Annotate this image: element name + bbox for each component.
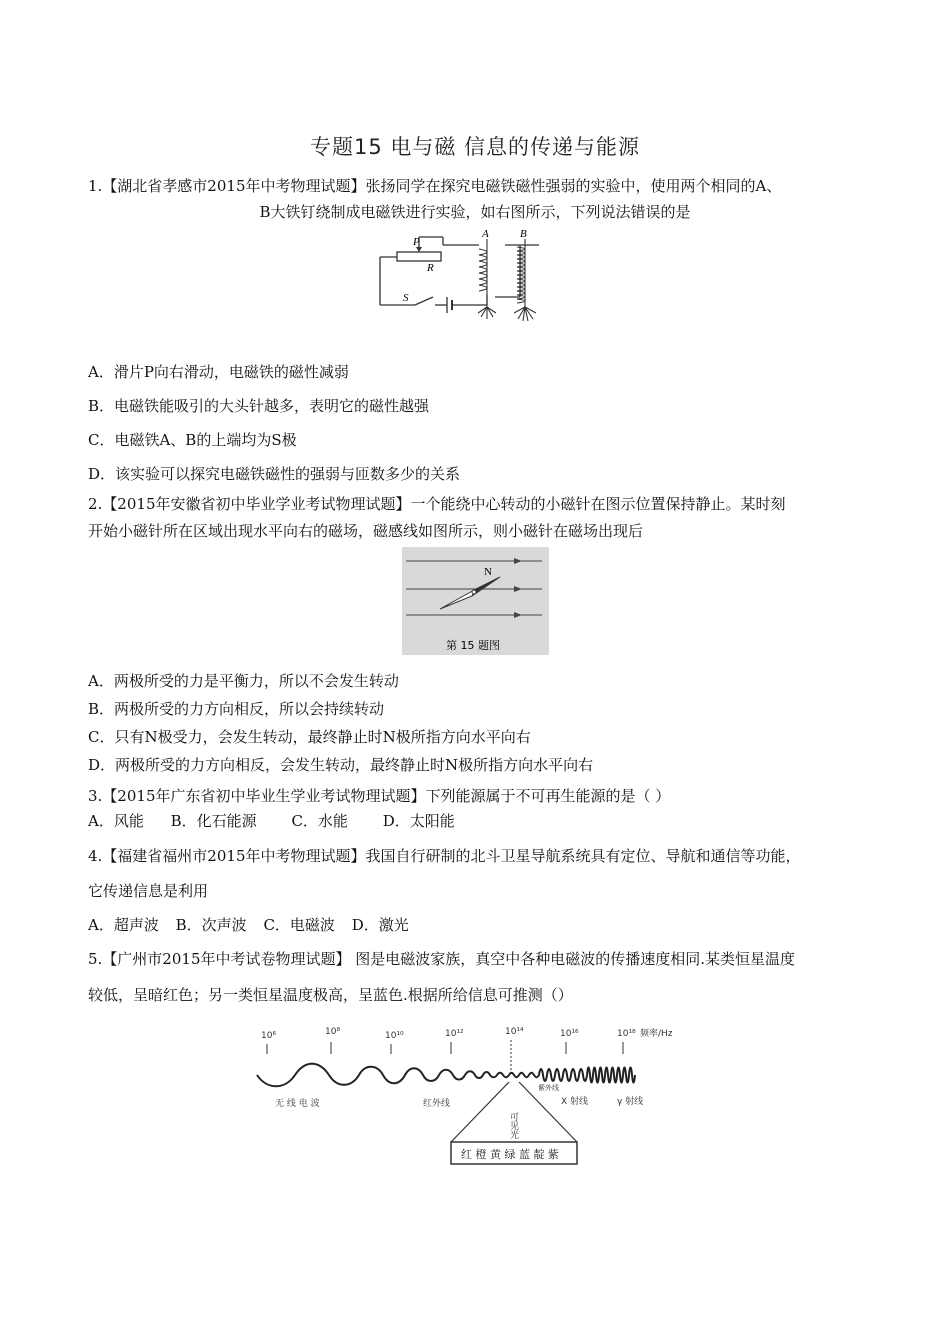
label-p: P: [413, 236, 420, 248]
band-uv: 紫外线: [538, 1084, 559, 1092]
q2-option-d: D．两极所受的力方向相反，会发生转动，最终静止时N极所指方向水平向右: [88, 756, 594, 774]
axis-label: 频率/Hz: [640, 1029, 673, 1039]
q5-text-line1: 5.【广州市2015年中考试卷物理试题】 图是电磁波家族，真空中各种电磁波的传播速度相同.某类恒星温度: [88, 950, 796, 968]
band-infrared: 红外线: [423, 1099, 451, 1109]
band-gamma: γ 射线: [617, 1097, 644, 1107]
switch-s: [415, 297, 433, 305]
rheostat-r: [397, 252, 441, 261]
tick-1e16: 10¹⁶: [560, 1029, 579, 1039]
band-xray: X 射线: [561, 1097, 589, 1107]
needle-s-half: [440, 589, 476, 609]
band-radio: 无 线 电 波: [275, 1099, 320, 1109]
q3-option-c: C．水能: [291, 812, 348, 830]
q5-text-line2: 较低，呈暗红色；另一类恒星温度极高，呈蓝色.根据所给信息可推测（）: [88, 986, 573, 1004]
q4-options: [88, 915, 409, 935]
q1-text-line1: 1.【湖北省孝感市2015年中考物理试题】张扬同学在探究电磁铁磁性强弱的实验中，使用两个相同的A、: [88, 177, 782, 195]
q2-option-a: A．两极所受的力是平衡力，所以不会发生转动: [88, 672, 399, 690]
q1-text-line2: B大铁钉绕制成电磁铁进行实验，如右图所示，下列说法错误的是: [259, 203, 691, 221]
q1-option-b: B．电磁铁能吸引的大头针越多，表明它的磁性越强: [88, 397, 430, 415]
q1-circuit-figure: [375, 225, 565, 343]
q5-spectrum-figure: [255, 1020, 700, 1172]
figure-caption: 第 15 题图: [446, 639, 500, 652]
q1-option-c: C．电磁铁A、B的上端均为S极: [88, 431, 297, 449]
q2-compass-figure: [402, 547, 549, 655]
q3-option-a: A．风能: [88, 812, 144, 830]
tick-1e12: 10¹²: [445, 1029, 464, 1039]
tick-1e8: 10⁸: [325, 1027, 341, 1037]
label-a: A: [482, 228, 489, 240]
electromagnet-b: [514, 239, 536, 321]
q2-text-line1: 2.【2015年安徽省初中毕业学业考试物理试题】一个能绕中心转动的小磁针在图示位置保持静止。某时刻: [88, 495, 786, 513]
em-wave: [257, 1064, 635, 1087]
q2-option-b: B．两极所受的力方向相反，所以会持续转动: [88, 700, 385, 718]
label-r: R: [427, 262, 434, 274]
q3-option-b: B．化石能源: [170, 812, 257, 830]
q1-option-d: D．该实验可以探究电磁铁磁性的强弱与匝数多少的关系: [88, 465, 461, 483]
tick-1e6: 10⁶: [261, 1031, 277, 1041]
q2-option-c: C．只有N极受力，会发生转动，最终静止时N极所指方向水平向右: [88, 728, 531, 746]
band-visible: 可见光: [508, 1112, 518, 1139]
page-title: 专题15 电与磁 信息的传递与能源: [309, 135, 641, 159]
q2-text-line2: 开始小磁针所在区域出现水平向右的磁场，磁感线如图所示，则小磁针在磁场出现后: [88, 522, 644, 540]
needle-n-label: N: [484, 566, 492, 578]
q4-text-line2: 它传递信息是利用: [88, 882, 209, 900]
tick-1e14: 10¹⁴: [505, 1027, 524, 1037]
q4-option-d: D．激光: [351, 916, 409, 934]
q4-option-a: A．超声波: [88, 916, 159, 934]
label-b: B: [520, 228, 527, 240]
q3-option-d: D．太阳能: [382, 812, 455, 830]
visible-colors-label: 红 橙 黄 绿 蓝 靛 紫: [461, 1148, 559, 1161]
electromagnet-a: [478, 239, 496, 319]
label-s: S: [403, 292, 409, 304]
q4-option-c: C．电磁波: [263, 916, 335, 934]
q4-text-line1: 4.【福建省福州市2015年中考物理试题】我国自行研制的北斗卫星导航系统具有定位、导航和通信等功能，: [88, 847, 801, 865]
q1-option-a: A．滑片P向右滑动，电磁铁的磁性减弱: [88, 363, 349, 381]
q4-option-b: B．次声波: [175, 916, 247, 934]
tick-1e18: 10¹⁸: [617, 1029, 636, 1039]
q3-options: [88, 811, 455, 831]
tick-1e10: 10¹⁰: [385, 1031, 404, 1041]
q3-text: 3.【2015年广东省初中毕业生学业考试物理试题】下列能源属于不可再生能源的是（ ）: [88, 787, 671, 805]
